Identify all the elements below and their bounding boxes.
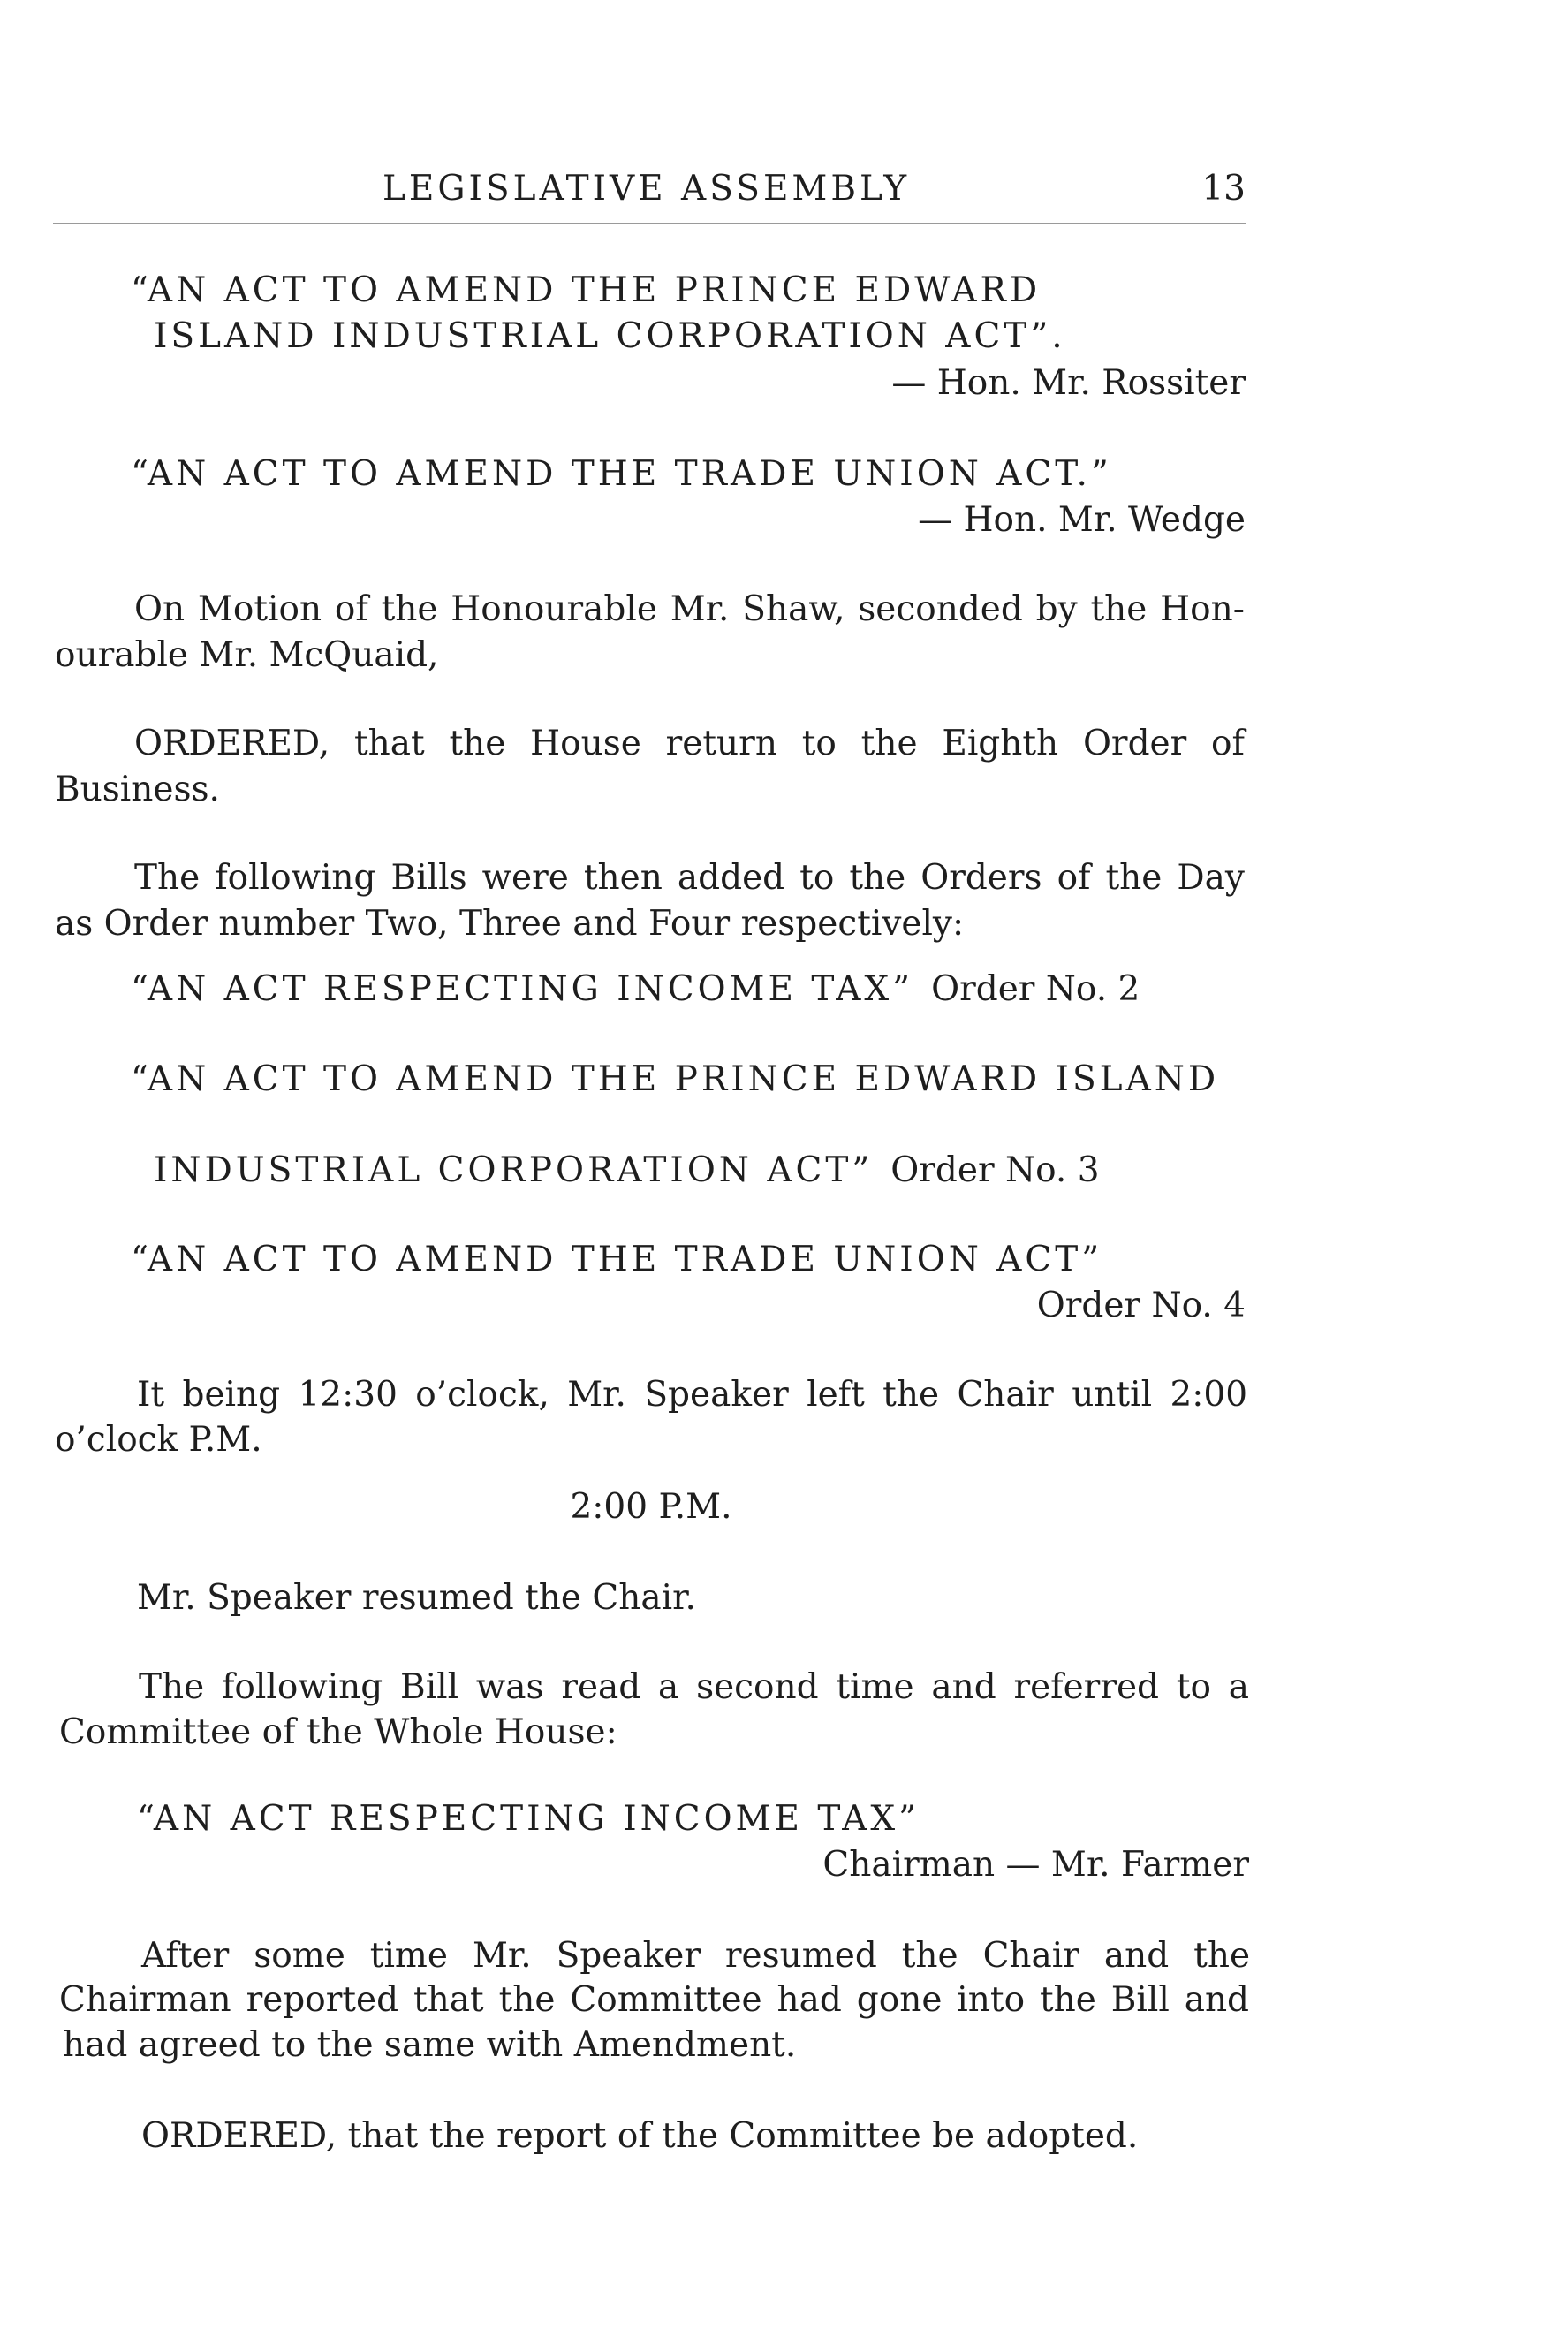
order-item-title: INDUSTRIAL CORPORATION ACT” [154,1150,874,1190]
order-item-2 [131,967,1140,1013]
recess-line-2: o’clock P.M. [55,1420,262,1460]
speaker-resumed: Mr. Speaker resumed the Chair. [137,1578,696,1618]
header-rule [53,223,1246,224]
order-item-4-title: “AN ACT TO AMEND THE TRADE UNION ACT” [131,1240,1103,1279]
notice-2-title-line-1: “AN ACT TO AMEND THE TRADE UNION ACT.” [131,454,1112,494]
page-number: 13 [1201,169,1246,209]
order-item-4-number: Order No. 4 [1036,1286,1246,1325]
order-adopted: ORDERED, that the report of the Committee be adopted. [141,2116,1139,2156]
bills-added-line-2: as Order number Two, Three and Four respectively: [55,904,965,944]
order-return-line-2: Business. [55,770,220,809]
order-return-line-1: ORDERED, that the House return to the Eighth Order of [134,724,1245,763]
bills-added-line-1: The following Bills were then added to the Orders of the Day [134,858,1245,898]
notice-1-title-line-2: ISLAND INDUSTRIAL CORPORATION ACT”. [154,316,1066,356]
motion-line-1: On Motion of the Honourable Mr. Shaw, seconded by the Hon- [134,589,1245,629]
recess-line-1: It being 12:30 o’clock, Mr. Speaker left the Chair until 2:00 [137,1375,1248,1415]
order-item-title: “AN ACT RESPECTING INCOME TAX” [131,969,914,1009]
committee-report-line-2: Chairman reported that the Committee had gone into the Bill and [59,1980,1250,2020]
second-reading-bill-title: “AN ACT RESPECTING INCOME TAX” [137,1799,920,1839]
committee-report-line-1: After some time Mr. Speaker resumed the Chair and the [141,1936,1251,1976]
committee-chairman: Chairman — Mr. Farmer [822,1845,1249,1885]
notice-1-sponsor: — Hon. Mr. Rossiter [891,363,1246,403]
committee-report-line-3: had agreed to the same with Amendment. [63,2025,797,2065]
afternoon-heading: 2:00 P.M. [570,1487,732,1527]
order-item-number: Order No. 2 [931,969,1140,1009]
notice-1-title-line-1: “AN ACT TO AMEND THE PRINCE EDWARD [131,270,1042,310]
second-reading-line-1: The following Bill was read a second time and referred to a [139,1667,1249,1707]
notice-2-sponsor: — Hon. Mr. Wedge [918,500,1246,540]
motion-line-2: ourable Mr. McQuaid, [55,635,439,675]
second-reading-line-2: Committee of the Whole House: [59,1712,617,1752]
running-head-title: LEGISLATIVE ASSEMBLY [383,169,911,209]
order-item-number: Order No. 3 [890,1150,1100,1190]
order-item-3 [154,1148,1100,1194]
order-item-3-title-line-1: “AN ACT TO AMEND THE PRINCE EDWARD ISLAND [131,1059,1220,1099]
